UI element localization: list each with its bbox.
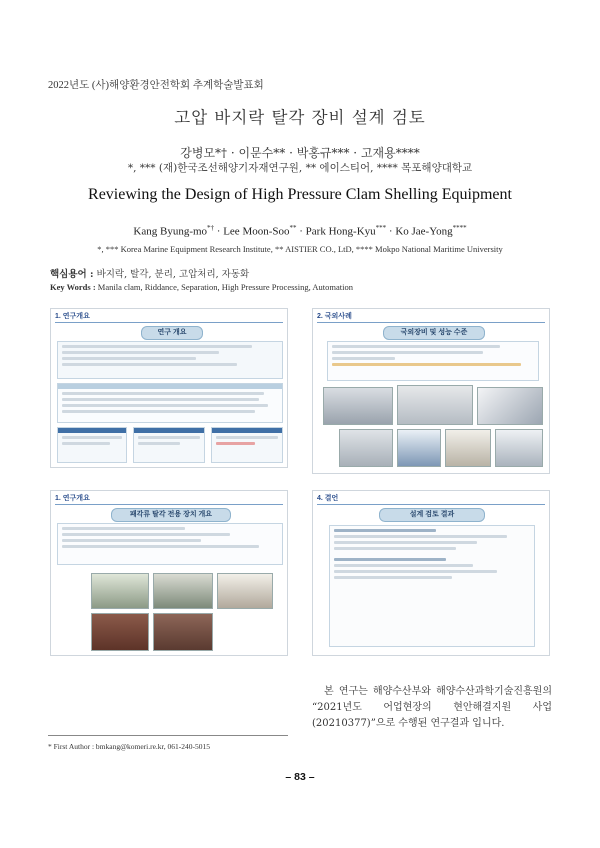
device-photo-3: [217, 573, 273, 609]
panel-3-rule: [55, 504, 283, 505]
author-2-mark: **: [289, 224, 297, 232]
equipment-photo-2: [397, 385, 473, 425]
panel-3-heading: 패각류 탈각 전용 장치 개요: [111, 508, 231, 522]
panel-1-box-c: [211, 427, 283, 463]
author-4: · Ko Jae-Yong: [388, 225, 453, 238]
keywords-english-label: Key Words :: [50, 282, 96, 292]
affiliations-korean: *, *** (재)한국조선해양기자재연구원, ** 에이스티어, **** 목포해양대학교: [127, 162, 473, 174]
panel-2-rule: [317, 322, 545, 323]
figure-panel-device-overview: [50, 490, 288, 656]
panel-2-title: 2. 국외사례: [317, 313, 352, 320]
equipment-photo-6: [445, 429, 491, 467]
panel-4-heading: 설계 검토 결과: [379, 508, 485, 522]
device-photo-1: [91, 573, 149, 609]
authors-korean: 강병모*† · 이문수** · 박홍규*** · 고재용****: [180, 146, 420, 160]
panel-1-table: [57, 383, 283, 423]
page-number: – 83 –: [285, 771, 315, 783]
keywords-korean-text: 바지락, 탈각, 분리, 고압처리, 자동화: [96, 269, 250, 280]
footnote-divider: [48, 735, 288, 736]
author-4-mark: ****: [452, 224, 467, 232]
keywords-english: [50, 282, 353, 292]
figure-panel-overseas-cases: [312, 308, 550, 474]
keywords-korean: [50, 266, 249, 280]
panel-1-box-a: [57, 427, 127, 463]
author-3-mark: ***: [375, 224, 387, 232]
panel-4-rule: [317, 504, 545, 505]
author-1-mark: *†: [207, 224, 215, 232]
conference-header: 2022년도 (사)해양환경안전학회 추계학술발표회: [48, 80, 264, 91]
keywords-korean-label: 핵심용어 :: [50, 269, 94, 280]
panel-1-title: 1. 연구개요: [55, 313, 90, 320]
device-photo-2: [153, 573, 213, 609]
figure-panel-research-overview: [50, 308, 288, 468]
authors-english: [0, 224, 600, 238]
panel-1-summary-box: [57, 341, 283, 379]
funding-acknowledgement: 본 연구는 해양수산부와 해양수산과학기술진흥원의 “2021년도 어업현장의 현안해결지원 사업(20210377)”으로 수행된 연구결과 입니다.: [312, 686, 552, 729]
author-2: · Lee Moon-Soo: [216, 225, 290, 238]
panel-2-heading: 국외장비 및 성능 수준: [383, 326, 485, 340]
equipment-photo-3: [477, 387, 543, 425]
panel-3-description: [57, 523, 283, 565]
equipment-photo-4: [339, 429, 393, 467]
equipment-photo-1: [323, 387, 393, 425]
device-photo-4: [91, 613, 149, 651]
author-1: Kang Byung-mo: [133, 225, 208, 238]
panel-3-title: 1. 연구개요: [55, 495, 90, 502]
panel-4-results-box: [329, 525, 535, 647]
panel-4-title: 4. 결언: [317, 495, 339, 502]
first-author-footnote: * First Author : bmkang@komeri.re.kr, 061-240-5015: [48, 742, 211, 751]
paper-title-korean: 고압 바지락 탈각 장비 설계 검토: [174, 108, 426, 127]
panel-1-rule: [55, 322, 283, 323]
panel-2-list: [327, 341, 539, 381]
author-3: · Park Hong-Kyu: [299, 225, 376, 238]
device-photo-5: [153, 613, 213, 651]
panel-1-box-b: [133, 427, 205, 463]
panel-1-heading: 연구 개요: [141, 326, 203, 340]
figure-panel-conclusion: [312, 490, 550, 656]
keywords-english-text: Manila clam, Riddance, Separation, High Pressure Processing, Automation: [97, 282, 353, 292]
equipment-photo-7: [495, 429, 543, 467]
equipment-photo-5: [397, 429, 441, 467]
paper-title-english: Reviewing the Design of High Pressure Clam Shelling Equipment: [88, 186, 512, 203]
affiliations-english: *, *** Korea Marine Equipment Research Institute, ** AISTIER CO., LtD, **** Mokpo National Maritime University: [97, 244, 503, 254]
